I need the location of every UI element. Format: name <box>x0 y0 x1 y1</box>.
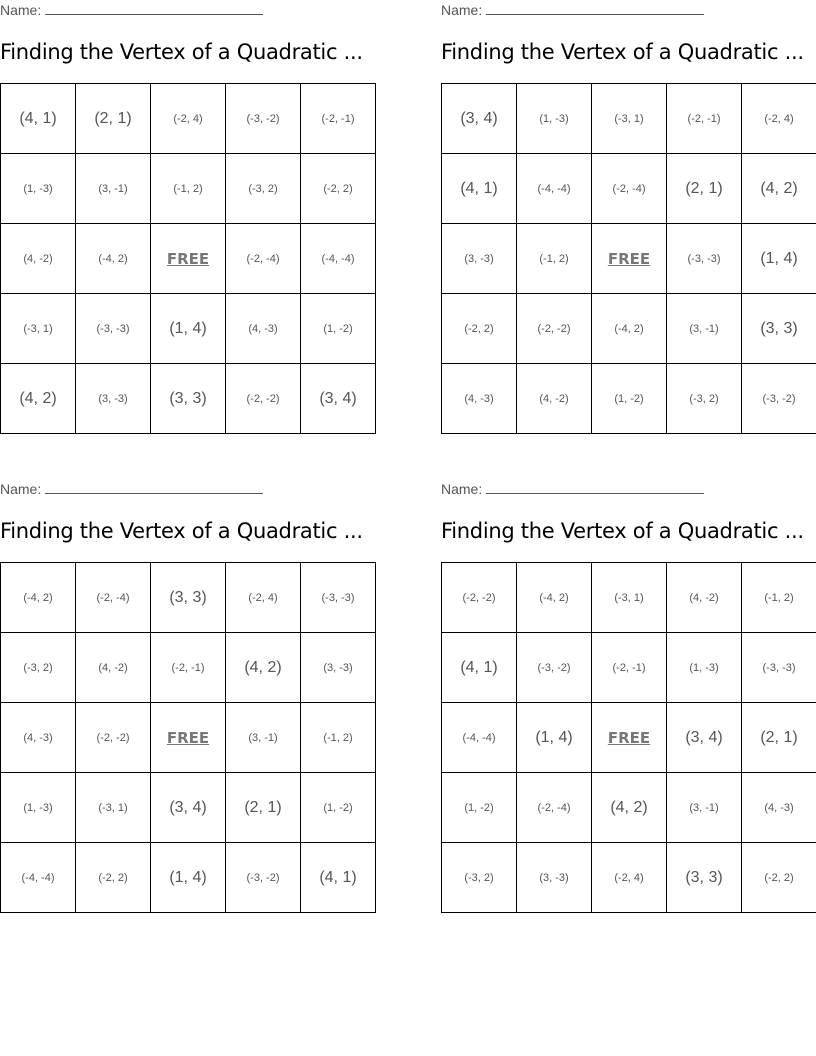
grid-row <box>442 364 816 434</box>
free-space[interactable]: FREE <box>592 224 667 294</box>
bingo-cell[interactable]: (-2, 4) <box>151 84 226 154</box>
bingo-cell[interactable]: (-2, -1) <box>151 633 226 703</box>
bingo-grid <box>0 83 376 434</box>
bingo-cell[interactable]: (2, 1) <box>667 154 742 224</box>
bingo-cell[interactable]: (3, 3) <box>742 294 816 364</box>
bingo-cell[interactable]: (-2, -4) <box>592 154 667 224</box>
name-label: Name: <box>441 481 483 497</box>
bingo-cell[interactable]: (3, -3) <box>301 633 376 703</box>
bingo-cell[interactable]: (-2, -2) <box>76 703 151 773</box>
bingo-cell[interactable]: (1, 4) <box>742 224 816 294</box>
bingo-cell[interactable]: (-3, -3) <box>742 633 816 703</box>
grid-row <box>1 703 376 773</box>
bingo-cell[interactable]: (-3, -3) <box>301 563 376 633</box>
bingo-cell[interactable]: (-2, 2) <box>301 154 376 224</box>
bingo-cell[interactable]: (-3, 2) <box>442 843 517 913</box>
name-line[interactable] <box>486 479 704 494</box>
name-row <box>441 479 816 499</box>
grid-row <box>442 224 816 294</box>
bingo-cell[interactable]: (4, -2) <box>517 364 592 434</box>
name-line[interactable] <box>486 0 704 15</box>
bingo-cell[interactable]: (1, -3) <box>667 633 742 703</box>
name-row <box>441 0 816 20</box>
bingo-cell[interactable]: (3, -1) <box>226 703 301 773</box>
free-space[interactable]: FREE <box>151 224 226 294</box>
bingo-cell[interactable]: (3, -3) <box>517 843 592 913</box>
bingo-cell[interactable]: (-2, -2) <box>226 364 301 434</box>
grid-row <box>442 703 816 773</box>
bingo-cell[interactable]: (-3, 2) <box>1 633 76 703</box>
grid-row <box>1 364 376 434</box>
bingo-grid <box>0 562 376 913</box>
bingo-cell[interactable]: (-2, 4) <box>226 563 301 633</box>
bingo-cell[interactable]: (2, 1) <box>742 703 816 773</box>
bingo-cell[interactable]: (-3, -3) <box>667 224 742 294</box>
bingo-cell[interactable]: (-3, -2) <box>742 364 816 434</box>
bingo-cell[interactable]: (1, -2) <box>442 773 517 843</box>
bingo-cell[interactable]: (-3, -2) <box>226 843 301 913</box>
bingo-cell[interactable]: (-1, 2) <box>151 154 226 224</box>
bingo-cell[interactable]: (3, -1) <box>667 294 742 364</box>
bingo-cell[interactable]: (-3, 1) <box>592 563 667 633</box>
bingo-cell[interactable]: (-3, 2) <box>667 364 742 434</box>
bingo-cell[interactable]: (3, 4) <box>151 773 226 843</box>
bingo-cell[interactable]: (-3, -3) <box>76 294 151 364</box>
grid-row <box>1 633 376 703</box>
grid-row <box>442 84 816 154</box>
grid-row <box>1 154 376 224</box>
free-space[interactable]: FREE <box>151 703 226 773</box>
bingo-cell[interactable]: (1, 4) <box>151 843 226 913</box>
bingo-cell[interactable]: (-2, -1) <box>301 84 376 154</box>
bingo-cell[interactable]: (-3, 1) <box>1 294 76 364</box>
bingo-cell[interactable]: (4, 2) <box>592 773 667 843</box>
bingo-cell[interactable]: (4, -3) <box>226 294 301 364</box>
bingo-cell[interactable]: (4, -2) <box>76 633 151 703</box>
grid-row <box>442 773 816 843</box>
bingo-cell[interactable]: (-4, -4) <box>1 843 76 913</box>
bingo-cell[interactable]: (3, -1) <box>76 154 151 224</box>
bingo-cell[interactable]: (4, 2) <box>226 633 301 703</box>
grid-row <box>1 224 376 294</box>
name-row <box>0 479 376 499</box>
grid-row <box>1 563 376 633</box>
bingo-grid <box>441 562 816 913</box>
bingo-cell[interactable]: (-2, -2) <box>442 563 517 633</box>
bingo-cell[interactable]: (-2, 2) <box>76 843 151 913</box>
card-title: Finding the Vertex of a Quadratic ... <box>0 40 363 64</box>
bingo-cell[interactable]: (1, -3) <box>517 84 592 154</box>
bingo-cell[interactable]: (2, 1) <box>226 773 301 843</box>
bingo-cell[interactable]: (4, -2) <box>1 224 76 294</box>
name-line[interactable] <box>45 0 263 15</box>
grid-row <box>1 84 376 154</box>
bingo-cell[interactable]: (-4, -4) <box>301 224 376 294</box>
bingo-cell[interactable]: (4, -2) <box>667 563 742 633</box>
bingo-cell[interactable]: (1, -2) <box>592 364 667 434</box>
bingo-cell[interactable]: (-2, -2) <box>517 294 592 364</box>
bingo-cell[interactable]: (-1, 2) <box>301 703 376 773</box>
grid-row <box>442 563 816 633</box>
bingo-cell[interactable]: (1, -3) <box>1 773 76 843</box>
bingo-cell[interactable]: (-2, 2) <box>442 294 517 364</box>
grid-row <box>1 843 376 913</box>
bingo-cell[interactable]: (-3, -2) <box>517 633 592 703</box>
name-row <box>0 0 376 20</box>
bingo-cell[interactable]: (4, 1) <box>442 154 517 224</box>
bingo-grid <box>441 83 816 434</box>
bingo-cell[interactable]: (4, 2) <box>1 364 76 434</box>
bingo-cell[interactable]: (-1, 2) <box>517 224 592 294</box>
bingo-cell[interactable]: (3, 4) <box>442 84 517 154</box>
name-label: Name: <box>0 2 42 18</box>
bingo-cell[interactable]: (-4, -4) <box>517 154 592 224</box>
bingo-cell[interactable]: (-2, -4) <box>76 563 151 633</box>
bingo-cell[interactable]: (4, 1) <box>1 84 76 154</box>
bingo-cell[interactable]: (3, -1) <box>667 773 742 843</box>
grid-row <box>442 843 816 913</box>
card-title: Finding the Vertex of a Quadratic ... <box>441 519 804 543</box>
bingo-cell[interactable]: (3, 3) <box>151 364 226 434</box>
bingo-cell[interactable]: (3, 4) <box>301 364 376 434</box>
bingo-cell[interactable]: (1, -2) <box>301 294 376 364</box>
bingo-cell[interactable]: (4, -3) <box>742 773 816 843</box>
bingo-cell[interactable]: (-2, -4) <box>226 224 301 294</box>
bingo-cell[interactable]: (3, -3) <box>76 364 151 434</box>
free-space[interactable]: FREE <box>592 703 667 773</box>
bingo-cell[interactable]: (-4, 2) <box>517 563 592 633</box>
bingo-cell[interactable]: (3, 3) <box>151 563 226 633</box>
bingo-cell[interactable]: (-2, -4) <box>517 773 592 843</box>
bingo-cell[interactable]: (4, 2) <box>742 154 816 224</box>
bingo-cell[interactable]: (-2, 2) <box>742 843 816 913</box>
bingo-cell[interactable]: (-4, 2) <box>76 224 151 294</box>
bingo-cell[interactable]: (2, 1) <box>76 84 151 154</box>
bingo-cell[interactable]: (-4, 2) <box>592 294 667 364</box>
bingo-cell[interactable]: (-3, 1) <box>592 84 667 154</box>
bingo-cell[interactable]: (3, -3) <box>442 224 517 294</box>
bingo-cell[interactable]: (-2, 4) <box>592 843 667 913</box>
grid-row <box>1 773 376 843</box>
bingo-cell[interactable]: (3, 3) <box>667 843 742 913</box>
bingo-cell[interactable]: (4, 1) <box>442 633 517 703</box>
name-label: Name: <box>0 481 42 497</box>
bingo-cell[interactable]: (4, -3) <box>1 703 76 773</box>
bingo-cell[interactable]: (-1, 2) <box>742 563 816 633</box>
bingo-card-2 <box>441 0 816 440</box>
bingo-cell[interactable]: (1, -2) <box>301 773 376 843</box>
grid-row <box>1 294 376 364</box>
bingo-cell[interactable]: (-4, -4) <box>442 703 517 773</box>
grid-row <box>442 154 816 224</box>
card-title: Finding the Vertex of a Quadratic ... <box>0 519 363 543</box>
name-label: Name: <box>441 2 483 18</box>
bingo-cell[interactable]: (-3, 2) <box>226 154 301 224</box>
bingo-cell[interactable]: (3, 4) <box>667 703 742 773</box>
grid-row <box>442 294 816 364</box>
bingo-cell[interactable]: (4, -3) <box>442 364 517 434</box>
bingo-cell[interactable]: (-3, -2) <box>226 84 301 154</box>
name-line[interactable] <box>45 479 263 494</box>
bingo-cell[interactable]: (1, 4) <box>151 294 226 364</box>
bingo-cell[interactable]: (-4, 2) <box>1 563 76 633</box>
bingo-cell[interactable]: (1, -3) <box>1 154 76 224</box>
bingo-cell[interactable]: (4, 1) <box>301 843 376 913</box>
bingo-card-3 <box>0 479 376 919</box>
bingo-cell[interactable]: (-2, 4) <box>742 84 816 154</box>
bingo-card-1 <box>0 0 376 440</box>
bingo-card-4 <box>441 479 816 919</box>
bingo-cell[interactable]: (-3, 1) <box>76 773 151 843</box>
bingo-cell[interactable]: (1, 4) <box>517 703 592 773</box>
card-title: Finding the Vertex of a Quadratic ... <box>441 40 804 64</box>
bingo-cell[interactable]: (-2, -1) <box>592 633 667 703</box>
bingo-cell[interactable]: (-2, -1) <box>667 84 742 154</box>
grid-row <box>442 633 816 703</box>
